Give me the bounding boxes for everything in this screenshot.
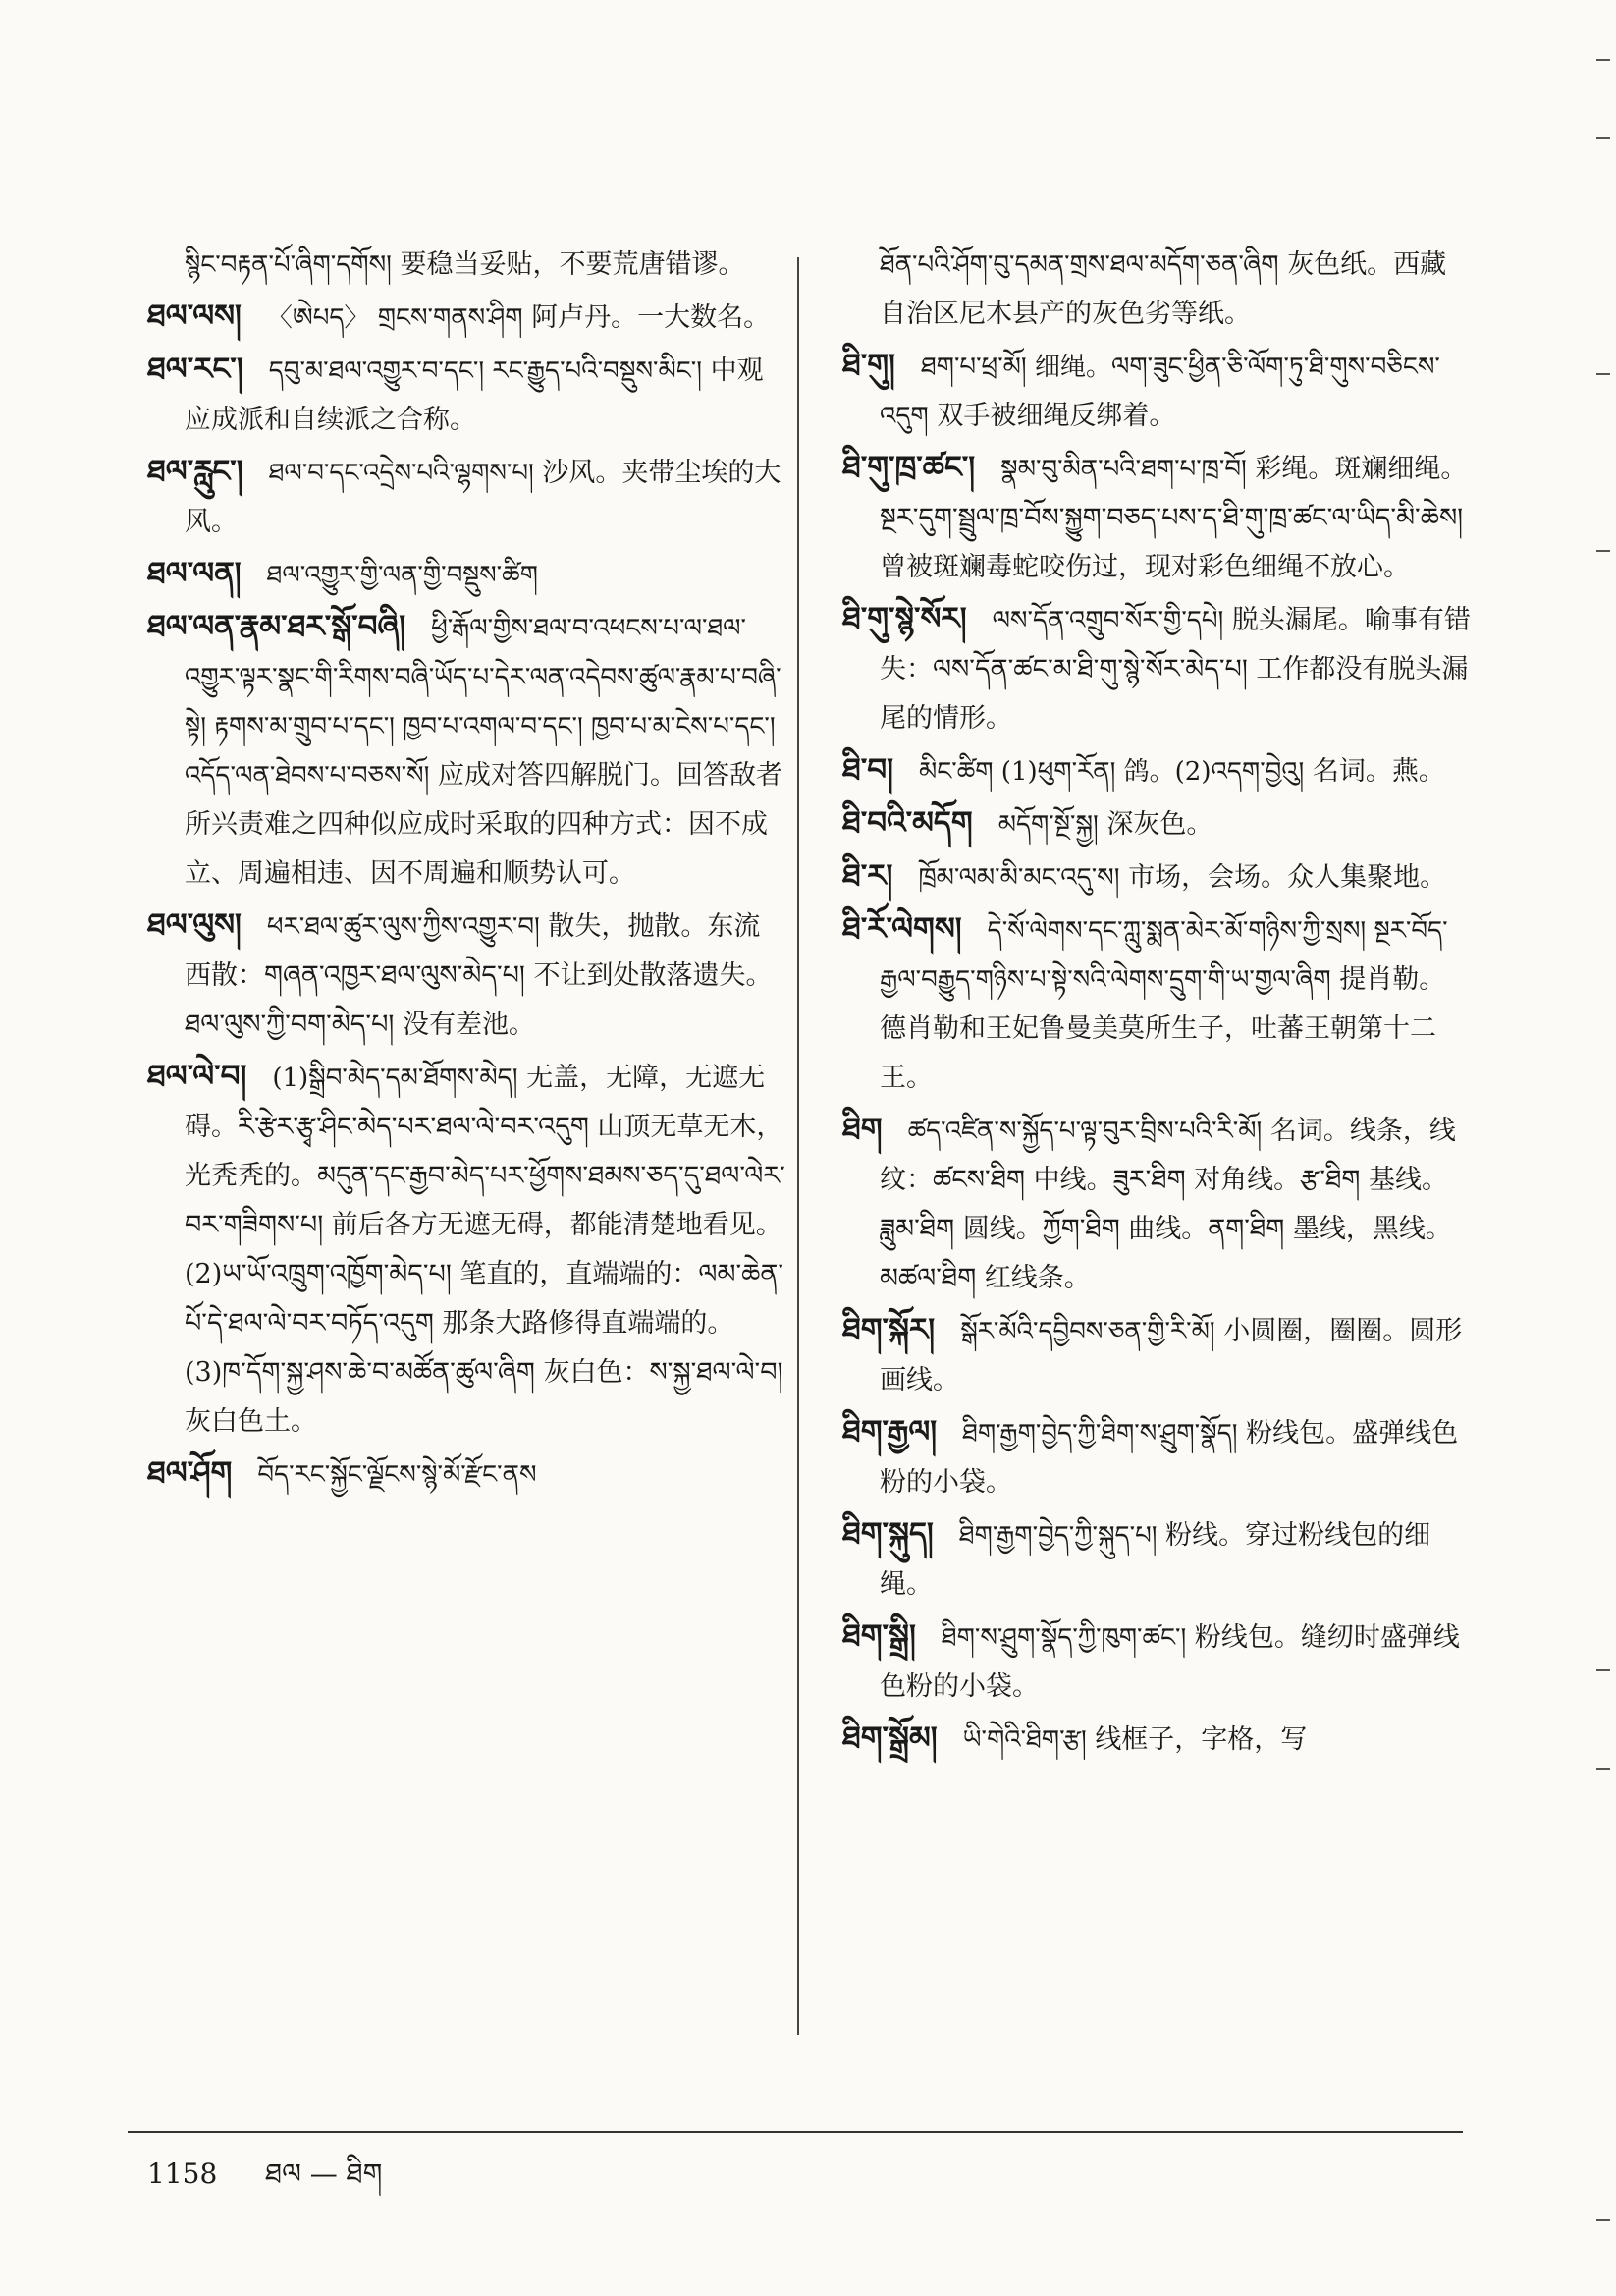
entry-tibetan-definition: དབུ་མ་ཐལ་འགྱུར་བ་དང་། རང་རྒྱུད་པའི་བསྡུས་མིང་། <box>268 356 702 386</box>
entry-chinese-definition: 线框子，字格，写 <box>1095 1724 1308 1755</box>
entry-tibetan-definition: ཚད་འཛིན་ས་སྐྱོད་པ་ལྟ་བུར་བྲིས་པའི་རི་མོ། <box>907 1117 1263 1146</box>
entry-headword: ཐལ་ལན། <box>147 556 242 591</box>
dictionary-entry <box>842 798 1471 849</box>
dictionary-entry <box>147 241 785 290</box>
dictionary-entry <box>842 1509 1471 1610</box>
dictionary-entry <box>147 602 785 899</box>
entry-headword: ཐི་ར། <box>842 858 893 894</box>
entry-tibetan-definition: ལས་དོན་འགྲུབ་སོར་གྱི་དཔེ། <box>992 606 1224 635</box>
footer-rule <box>128 2131 1463 2133</box>
entry-tibetan-definition: ཕྱི་རྒོལ་གྱིས་ཐལ་བ་འཕངས་པ་ལ་ཐལ་འགྱུར་ལྟར་སྣང་གི་རིགས་བཞི་ཡོད་པ་དེར་ལན་འདེབས་ཚུལ་རྣམ་པ་བཞི་སྟེ། རྟགས་མ་གྲུབ་པ་དང་། ཁྱབ་པ་འགལ་བ་དང་། ཁྱབ་པ་མ་ངེས་པ་དང་། འདོད་ལན་ཐེབས་པ་བཅས་སོ། <box>185 614 781 791</box>
entry-tibetan-definition: 〈ཨེཔད〉 གྲངས་གནས་ཤིག <box>266 303 523 333</box>
entry-chinese-definition: 名词。燕。 <box>1312 756 1445 787</box>
entry-headword: ཐི་བའི་མདོག <box>842 805 973 841</box>
entry-headword: ཐལ་ལུས། <box>147 907 242 943</box>
entry-chinese-definition: 市场，会场。众人集聚地。 <box>1128 862 1447 893</box>
dictionary-entry <box>842 443 1471 592</box>
entry-chinese-definition: 要稳当妥贴，不要荒唐错谬。 <box>400 249 745 280</box>
entry-headword: ཐལ་ལེ་བ། <box>147 1059 247 1094</box>
entry-tibetan-definition: ཐོན་པའི་ཤོག་བུ་དམན་གྲས་ཐལ་མདོག་ཅན་ཞིག <box>880 250 1279 280</box>
entry-tibetan-definition: བོད་རང་སྐྱོང་ལྗོངས་སྙེ་མོ་རྫོང་ནས <box>257 1460 537 1490</box>
dictionary-entry <box>147 447 785 547</box>
entry-chinese-definition: 粉线包。盛弹线色粉的小袋。 <box>880 1418 1459 1498</box>
entry-chinese-definition: 灰色纸。西藏自治区尼木县产的灰色劣等纸。 <box>880 249 1447 329</box>
entry-tibetan-definition: ཐིག་ས་ཤྲུག་སྣོད་ཀྱི་ཁུག་ཚང་། <box>941 1623 1187 1653</box>
entry-tibetan-definition: ཁྲོམ་ལམ་མི་མང་འདུ་ས། <box>918 863 1120 893</box>
entry-tibetan-definition: ཐག་པ་ཕྲ་མོ། 细绳。ལག་ཟུང་ཕྱིན་ཅི་ལོག་ཏུ་ཐི་གུས་བཅིངས་འདུག <box>880 353 1440 431</box>
entry-chinese-definition: 阿卢丹。一大数名。 <box>531 302 771 333</box>
column-divider <box>797 257 799 2035</box>
page-edge-marks <box>1577 0 1616 2296</box>
entry-headword: ཐིག་སྒྲོམ། <box>842 1721 938 1756</box>
entry-headword: ཐིག་སྒྲི། <box>842 1618 916 1654</box>
dictionary-entry <box>147 345 785 445</box>
entry-tibetan-definition: དེ་སོ་ལེགས་དང་ཀླུ་སྨན་མེར་མོ་གཉིས་ཀྱི་སྲས། སྔར་བོད་རྒྱལ་བརྒྱུད་གཉིས་པ་སྟེ་སའི་ལེགས་དྲུག་གི་ཡ་གྱལ་ཞིག <box>880 916 1448 995</box>
entry-headword: ཐིག་རྒྱལ། <box>842 1414 938 1449</box>
entry-headword: ཐི་བ། <box>842 752 893 788</box>
entry-chinese-definition: 脱头漏尾。喻事有错失：ལས་དོན་ཚང་མ་ཐི་གུ་སྙེ་སོར་མེད་པ། 工作都没有脱头漏尾的情形。 <box>880 605 1471 734</box>
entry-chinese-definition: 彩绳。斑斓细绳。སྔར་དུག་སྦྲུལ་ཁྲ་བོས་སྐྱུག་བཅད་པས་ད་ཐི་གུ་ཁྲ་ཚང་ལ་ཡིད་མི་ཆེས། 曾被斑斓毒蛇咬伤过，现对彩色细绳不放心。 <box>880 454 1468 582</box>
left-column <box>147 241 785 1502</box>
guide-words: ཐལ — ཐིག <box>265 2158 383 2190</box>
entry-headword: ཐལ་ལས། <box>147 299 242 334</box>
entry-tibetan-definition: (1)སྒྲིབ་མེད་དམ་ཐོགས་མེད། <box>272 1064 518 1093</box>
entry-tibetan-definition: ཕར་ཐལ་ཚུར་ལུས་ཀྱིས་འགྱུར་བ། <box>266 912 540 942</box>
dictionary-entry <box>842 1105 1471 1303</box>
dictionary-entry <box>842 1407 1471 1507</box>
entry-tibetan-definition: ཐིག་རྒྱག་བྱེད་ཀྱི་སྐུད་པ། <box>958 1521 1158 1551</box>
dictionary-entry <box>842 594 1471 743</box>
entry-headword: ཐིག་སྐུད། <box>842 1516 934 1552</box>
entry-tibetan-definition: སྣམ་བུ་མིན་པའི་ཐག་པ་ཁྲ་བོ། <box>1000 455 1247 484</box>
entry-headword: ཐི་གུ་ཁྲ་ཚང་། <box>842 450 976 485</box>
entry-chinese-definition: 无盖，无障，无遮无碍。རི་རྩེར་རྩྭ་ཤིང་མེད་པར་ཐལ་ལེ་བར་འདུག 山顶无草无木，光秃秃的。མདུན་དང་རྒྱབ་མེད་པར་ཕྱོགས་ཐམས་ཅད་དུ་ཐལ་ལེར་བར་གཟིགས་པ། 前后各方无遮无碍，都能清楚地看见。(2)ཡ་ཡོ་འཁྲུག་འཁྱོག་མེད་པ། 笔直的，直端端的：ལམ་ཆེན་པོ་དེ་ཐལ་ལེ་བར་བཏོད་འདུག 那条大路修得直端端的。(3)ཁ་དོག་སྐྱ་ཤས་ཆེ་བ་མཚོན་ཚུལ་ཞིག 灰白色：ས་སྐྱ་ཐལ་ལེ་བ། 灰白色土。 <box>185 1063 785 1437</box>
dictionary-entry <box>147 901 785 1050</box>
entry-chinese-definition: 提肖勒。德肖勒和王妃鲁曼美莫所生子，吐蕃王朝第十二王。 <box>880 964 1446 1093</box>
entry-chinese-definition: 深灰色。 <box>1106 809 1213 840</box>
entry-headword: ཐལ་ཤོག <box>147 1455 233 1491</box>
entry-headword: ཐལ་ལན་རྣམ་ཐར་སྒོ་བཞི། <box>147 609 406 644</box>
entry-tibetan-definition: ཐལ་བ་དང་འདྲེས་པའི་ལྷགས་པ། <box>268 459 534 488</box>
entry-tibetan-definition: ཐལ་འགྱུར་གྱི་ལན་གྱི་བསྡུས་ཚིག <box>266 561 538 590</box>
entry-headword: ཐིག <box>842 1112 883 1147</box>
dictionary-entry <box>842 241 1471 339</box>
entry-headword: ཐལ་རང་། <box>147 352 243 387</box>
dictionary-entry <box>147 1052 785 1447</box>
dictionary-entry <box>842 904 1471 1103</box>
entry-chinese-definition: 粉线包。缝纫时盛弹线色粉的小袋。 <box>880 1622 1460 1702</box>
entry-headword: ཐལ་རླུང་། <box>147 454 243 489</box>
entry-headword: ཐི་གུ། <box>842 348 895 383</box>
entry-tibetan-definition: ཐིག་རྒྱག་བྱེད་ཀྱི་ཐིག་ས་ཤྲུག་སྣོད། <box>962 1419 1238 1449</box>
entry-headword: ཐིག་སྐོར། <box>842 1312 936 1347</box>
dictionary-entry <box>842 851 1471 902</box>
entry-tibetan-definition: སྒོར་མོའི་དབྱིབས་ཅན་གྱི་རི་མོ། <box>960 1317 1215 1346</box>
entry-tibetan-definition: མདོག་སྔོ་སྐྱ། <box>997 810 1099 840</box>
footer <box>147 2143 382 2220</box>
entry-chinese-definition: 中观应成派和自续派之合称。 <box>185 355 764 435</box>
entry-chinese-definition: 粉线。穿过粉线包的细绳。 <box>880 1520 1431 1600</box>
entry-chinese-definition: 散失，抛散。东流西散：གཞན་འཁྱར་ཐལ་ལུས་མེད་པ། 不让到处散落遗失。ཐལ་ལུས་ཀྱི་བག་མེད་པ། 没有差池。 <box>185 911 773 1040</box>
dictionary-entry <box>842 1714 1471 1765</box>
dictionary-entry <box>147 1449 785 1500</box>
entry-headword: ཐི་གུ་སྙེ་སོར། <box>842 601 967 636</box>
page-number: 1158 <box>147 2158 218 2190</box>
dictionary-entry <box>842 341 1471 441</box>
entry-chinese-definition: 双手被细绳反绑着。 <box>937 401 1176 431</box>
dictionary-entry <box>842 1305 1471 1405</box>
entry-chinese-definition: 名词。线条，线纹：ཚངས་ཐིག 中线。ཟུར་ཐིག 对角线。རྩ་ཐིག 基线。ཟླུམ་ཐིག 圆线。ཀྱོག་ཐིག 曲线。ནག་ཐིག 墨线，黑线。མཚལ་ཐིག 红线条。 <box>880 1116 1456 1293</box>
entry-tibetan-definition: ཡི་གེའི་ཐིག་རྩ། <box>962 1725 1087 1755</box>
entry-chinese-definition: 应成对答四解脱门。回答敌者所兴责难之四种似应成时采取的四种方式：因不成立、周遍相违、因不周遍和顺势认可。 <box>185 760 782 889</box>
entry-chinese-definition: 沙风。夹带尘埃的大风。 <box>185 458 781 537</box>
entry-tibetan-definition: མིང་ཚིག (1)ཕུག་རོན། 鸽。(2)འདག་བྱེའུ། <box>919 757 1305 787</box>
dictionary-entry <box>147 292 785 343</box>
dictionary-entry <box>147 549 785 600</box>
right-column <box>842 241 1471 1767</box>
dictionary-entry <box>842 1612 1471 1712</box>
dictionary-entry <box>842 745 1471 796</box>
entry-tibetan-definition: སྙིང་བརྟན་པོ་ཞིག་དགོས། <box>185 250 392 280</box>
entry-chinese-definition: 小圆圈，圈圈。圆形画线。 <box>880 1316 1463 1395</box>
entry-headword: ཐི་རོ་ལེགས། <box>842 911 962 947</box>
